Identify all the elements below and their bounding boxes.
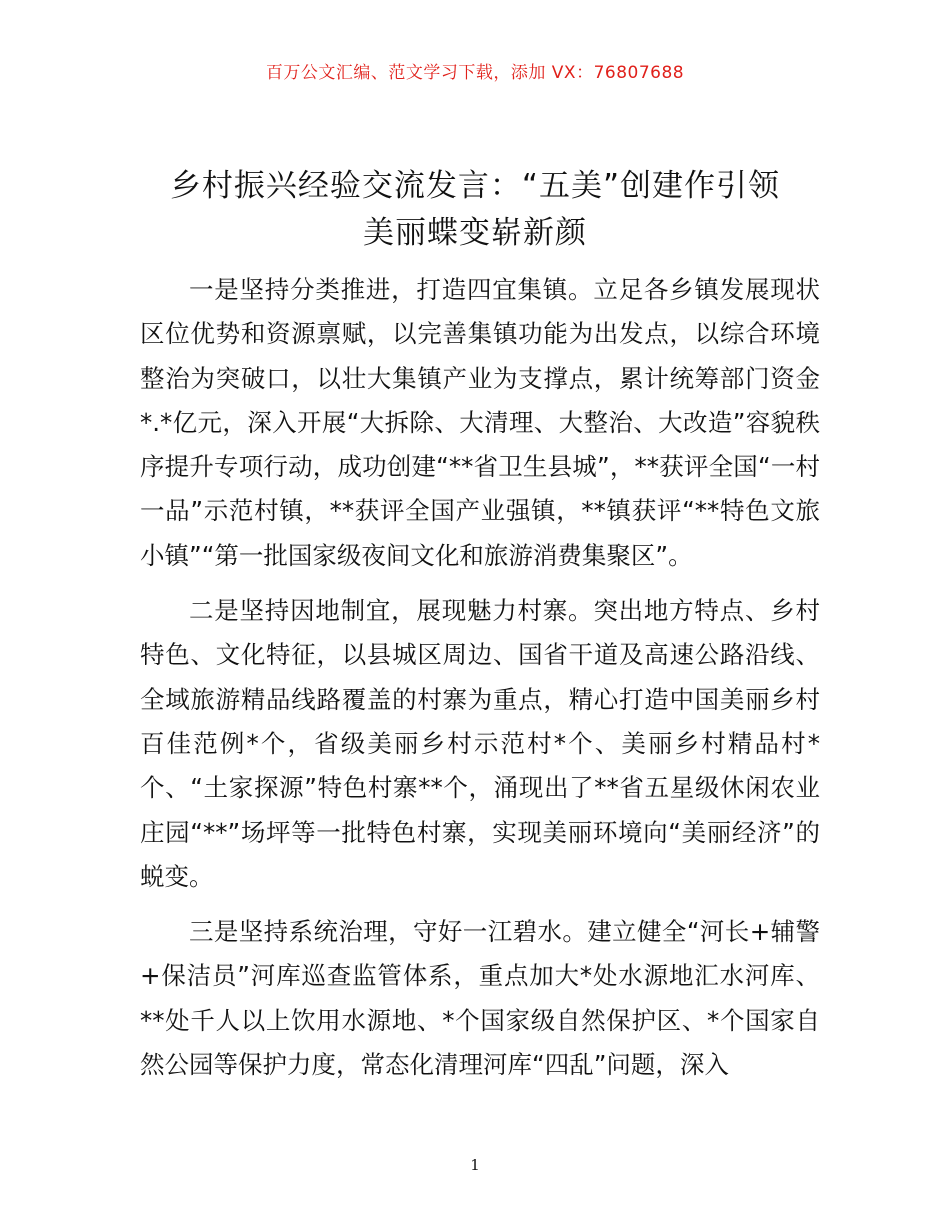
paragraph-1: 一是坚持分类推进，打造四宜集镇。立足各乡镇发展现状区位优势和资源禀赋，以完善集镇功能为出发点，以综合环境整治为突破口，以壮大集镇产业为支撑点，累计统筹部门资金*.*亿元，深入开展“大拆除、大清理、大整治、大改造”容貌秩序提升专项行动，成功创建“**省卫生县城”，**获评全国“一村一品”示范村镇，**获评全国产业强镇，**镇获评“**特色文旅小镇”“第一批国家级夜间文化和旅游消费集聚区”。 [140, 275, 820, 570]
paragraph-2: 二是坚持因地制宜，展现魅力村寨。突出地方特点、乡村特色、文化特征，以县城区周边、国省干道及高速公路沿线、全域旅游精品线路覆盖的村寨为重点，精心打造中国美丽乡村百佳范例*个，省级美丽乡村示范村*个、美丽乡村精品村*个、“土家探源”特色村寨**个，涌现出了**省五星级休闲农业庄园“**”场坪等一批特色村寨，实现美丽环境向“美丽经济”的蜕变。 [140, 596, 820, 891]
document-title-line-2: 美丽蝶变崭新颜 [363, 215, 587, 251]
document-body [140, 268, 820, 1087]
page-number: 1 [470, 1156, 480, 1174]
paragraph-spacer [140, 578, 820, 589]
header-watermark-note: 百万公文汇编、范文学习下载，添加 VX：76807688 [265, 63, 685, 83]
paragraph-spacer [140, 899, 820, 910]
paragraph-3: 三是坚持系统治理，守好一江碧水。建立健全“河长+辅警+保洁员”河库巡查监管体系，重点加大*处水源地汇水河库、**处千人以上饮用水源地、*个国家级自然保护区、*个国家自然公园等保护力度，常态化清理河库“四乱”问题，深入 [140, 917, 820, 1080]
document-title-line-1: 乡村振兴经验交流发言：“五美”创建作引领 [169, 168, 781, 204]
